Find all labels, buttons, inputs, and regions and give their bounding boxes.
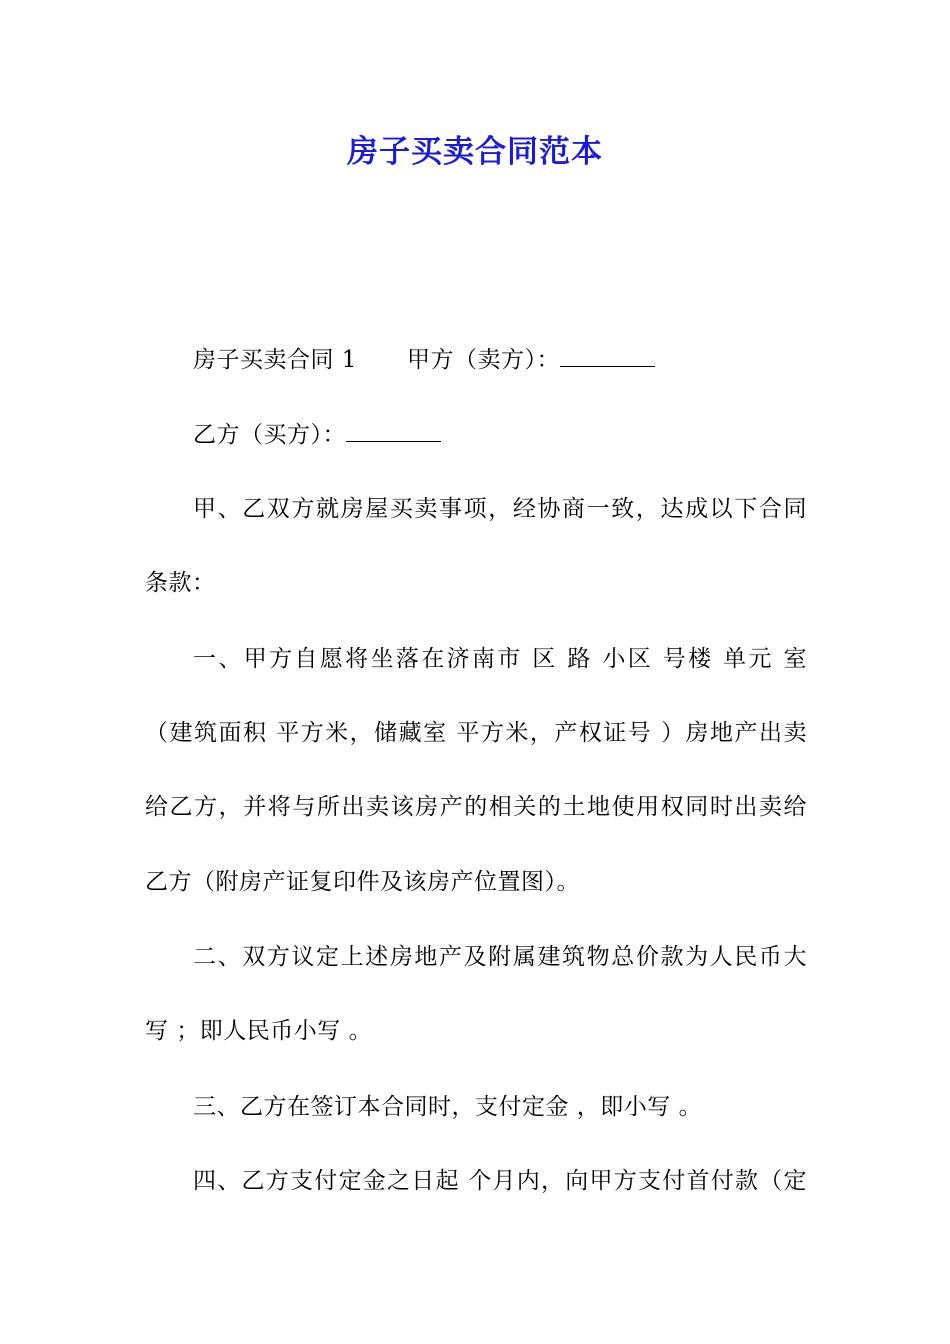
clause-2-line: 二、双方议定上述房地产及附属建筑物总价款为人民币大 — [193, 944, 807, 970]
clause-1-line: 给乙方，并将与所出卖该房产的相关的土地使用权同时出卖给 — [145, 794, 807, 820]
buyer-label: 乙方（买方）： — [193, 422, 346, 448]
clause-1-line: 一、甲方自愿将坐落在济南市 区 路 小区 号楼 单元 室 — [193, 646, 807, 672]
party-line-seller — [193, 340, 807, 380]
clause-1-line: 乙方（附房产证复印件及该房产位置图）。 — [145, 869, 580, 895]
contract-number: 房子买卖合同 1 — [193, 347, 357, 373]
party-line-buyer — [193, 415, 807, 455]
paragraph-line: 甲、乙双方就房屋买卖事项，经协商一致，达成以下合同 — [193, 496, 807, 522]
clause-4-line: 四、乙方支付定金之日起 个月内，向甲方支付首付款（定 — [193, 1168, 807, 1194]
seller-label: 甲方（卖方）： — [406, 347, 560, 373]
document-title: 房子买卖合同范本 — [347, 134, 603, 170]
seller-blank — [560, 340, 655, 367]
clause-2-line: 写 ；即人民币小写 。 — [145, 1018, 373, 1044]
clause-1-line: （建筑面积 平方米，储藏室 平方米，产权证号 ）房地产出卖 — [145, 720, 807, 746]
paragraph-line: 条款： — [145, 570, 216, 596]
clause-3-line: 三、乙方在签订本合同时，支付定金 ，即小写 。 — [193, 1094, 703, 1120]
buyer-blank — [346, 415, 441, 442]
